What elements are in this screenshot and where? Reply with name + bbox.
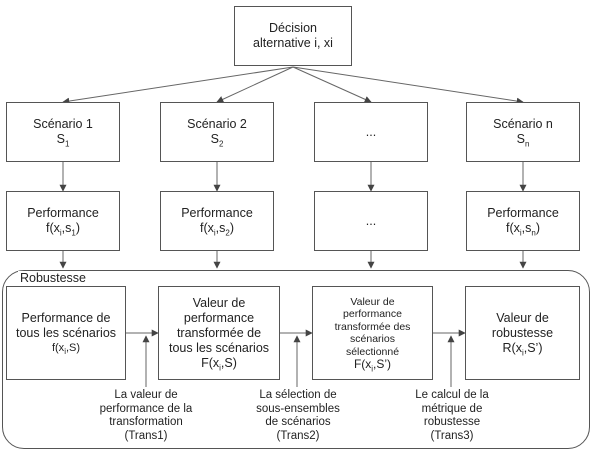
- scenario-title: Scénario 2: [187, 117, 247, 131]
- trans-line: métrique de: [421, 402, 483, 415]
- trans-line: robustesse: [423, 416, 481, 428]
- performance-box-3: [314, 191, 428, 251]
- scenario-symbol: $S_n$: [516, 132, 530, 149]
- trans-line: La sélection de: [259, 389, 337, 401]
- trans-line: transformation: [109, 416, 183, 428]
- robust-box-formula: $R(x_i,S’)$: [502, 340, 543, 357]
- performance-formula: $f(x_i,s_n)$: [505, 221, 541, 238]
- performance-formula: $f(x_i,s_2)$: [199, 221, 235, 238]
- decision-line-1: Décision: [269, 21, 317, 35]
- performance-box-n: [466, 191, 580, 251]
- decision-box: [234, 6, 352, 66]
- decision-line-2: alternative i, xi: [253, 36, 333, 50]
- trans1-label: [86, 389, 206, 443]
- performance-box-1: [6, 191, 120, 251]
- trans-line: (Trans1): [124, 429, 168, 442]
- scenario-title: Scénario 1: [33, 117, 93, 131]
- trans3-label: [394, 389, 510, 443]
- scenario-box-n: [466, 102, 580, 162]
- robust-box-line: tous les scénarios: [168, 340, 270, 355]
- robust-box-line: Valeur de: [350, 295, 395, 308]
- trans-line: performance de la: [99, 402, 193, 415]
- robust-box-formula: $F(x_i,S’)$: [353, 357, 392, 374]
- robust-box-line: performance: [343, 308, 402, 320]
- robust-box-1: [6, 286, 126, 380]
- trans-line: Le calcul de la: [415, 389, 489, 401]
- performance-title: Performance: [487, 206, 559, 220]
- robust-box-line: Valeur de: [496, 310, 549, 325]
- robust-box-line: robustesse: [491, 325, 554, 340]
- performance-title: Performance: [27, 206, 99, 220]
- trans2-label: [238, 389, 358, 443]
- scenario-symbol: $S_2$: [210, 132, 224, 149]
- robust-box-line: scénarios: [350, 333, 395, 345]
- performance-box-2: [160, 191, 274, 251]
- performance-formula: $f(x_i,s_1)$: [45, 221, 81, 238]
- performance-title: ...: [365, 213, 377, 228]
- arrow-decision-scenario-1: [63, 67, 293, 102]
- robust-box-4: [465, 286, 580, 380]
- robust-box-2: [158, 286, 280, 380]
- robust-box-line: transformée des: [334, 320, 411, 333]
- performance-title: Performance: [181, 206, 253, 220]
- robust-box-line: Valeur de: [192, 295, 246, 310]
- robust-box-line: Performance de: [21, 310, 111, 325]
- arrow-decision-scenario-2: [217, 67, 293, 102]
- scenario-box-3: [314, 102, 428, 162]
- robustness-title: Robustesse: [20, 271, 87, 285]
- trans-line: sous-ensembles: [256, 402, 340, 415]
- trans-line: (Trans2): [276, 429, 320, 442]
- robust-box-line: performance: [183, 310, 255, 325]
- robust-box-formula: $f(x_i,S)$: [51, 341, 81, 356]
- trans-line: (Trans3): [430, 429, 474, 442]
- scenario-symbol: $S_1$: [56, 132, 70, 149]
- trans-line: de scénarios: [265, 416, 331, 428]
- scenario-box-1: [6, 102, 120, 162]
- scenario-box-2: [160, 102, 274, 162]
- arrow-decision-scenario-n: [293, 67, 523, 102]
- arrow-decision-scenario-3: [293, 67, 371, 102]
- trans-line: La valeur de: [114, 389, 178, 401]
- robust-box-line: sélectionné: [345, 345, 400, 358]
- robust-box-3: [312, 286, 433, 380]
- robust-box-line: tous les scénarios: [15, 325, 117, 340]
- scenario-title: ...: [365, 124, 377, 139]
- robust-box-formula: $F(x_i,S)$: [201, 355, 237, 372]
- scenario-title: Scénario n: [493, 117, 553, 131]
- robust-box-line: transformée de: [176, 325, 262, 340]
